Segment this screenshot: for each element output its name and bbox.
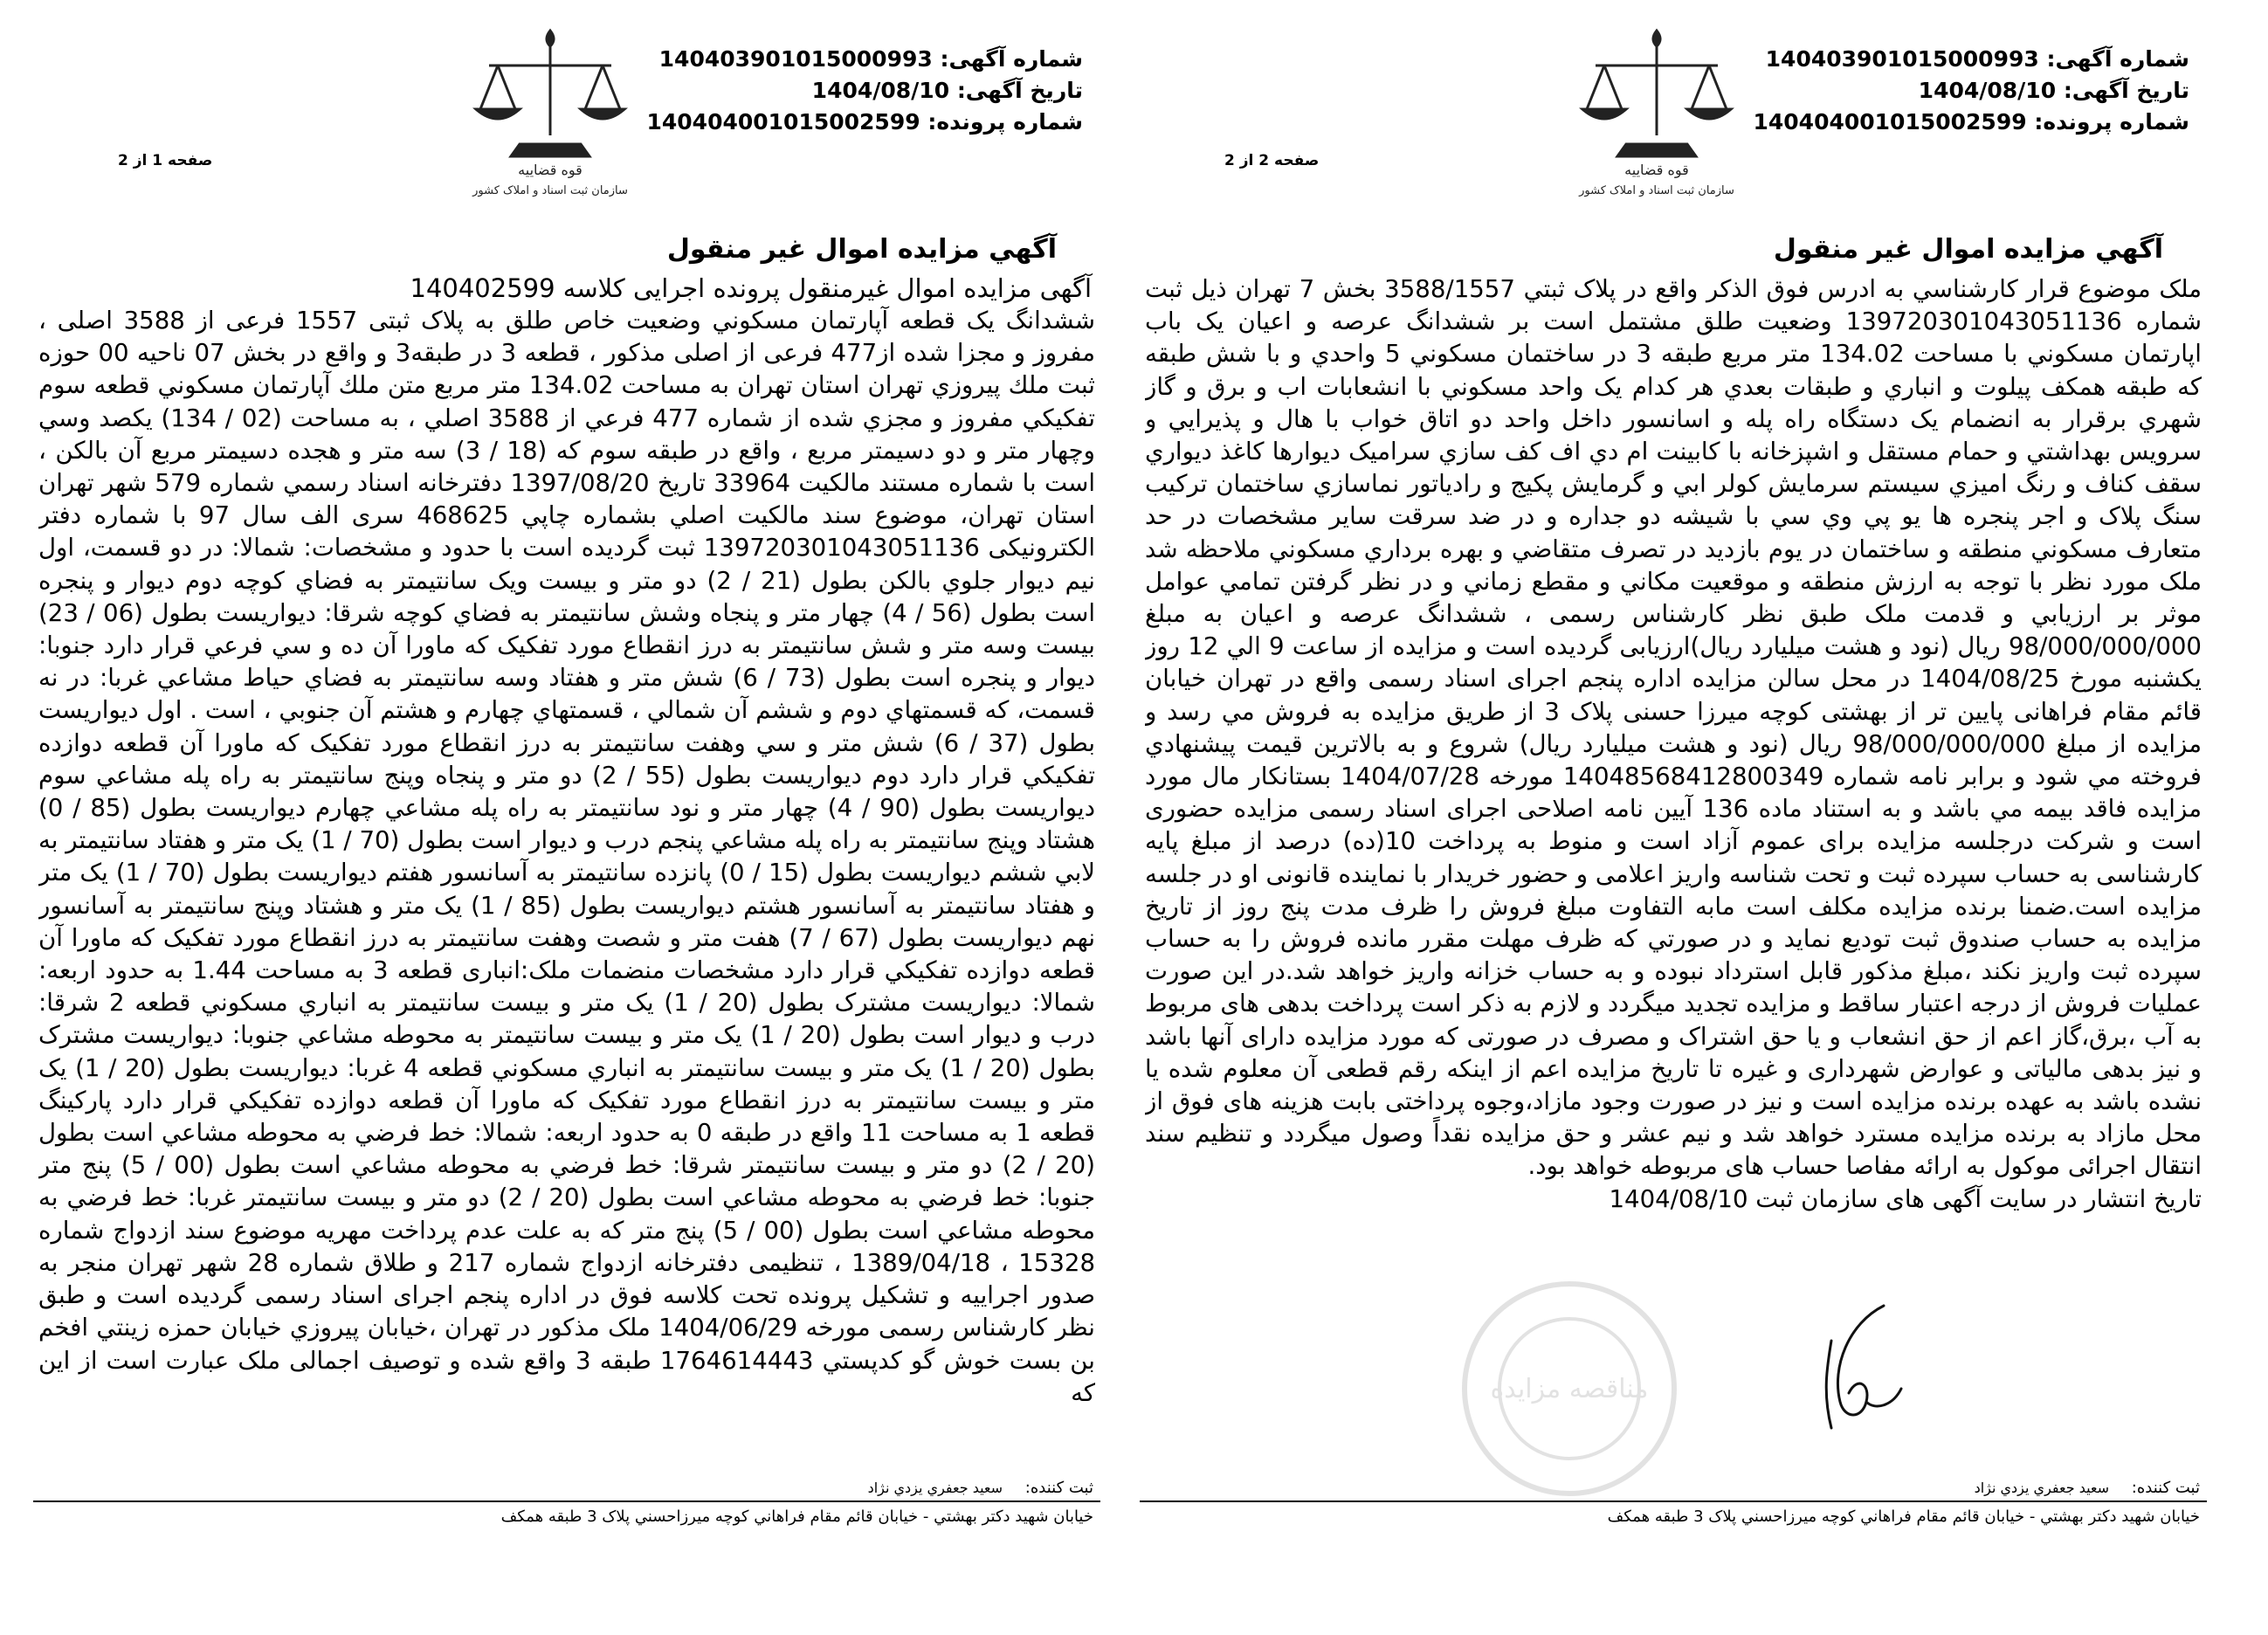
notice-body-text: ملک موضوع قرار کارشناسي به ادرس فوق الذکر واقع در پلاک ثبتي 3588/1557 بخش 7 تهران ذيل ثبت شماره 139720301043051136 وضعيت طلق مشتمل است بر ششدانگ عرصه و اعيان يک باب اپارتمان مسکوني با مساحت 134.02 متر مربع طبقه 3 در ساختمان مسکوني 5 واحدي و با شش طبقه که طبقه همکف پيلوت و انباري و طبقات بعدي هر کدام يک واحد مسکوني با انشعابات اب و برق و گاز شهري برقرار به انضمام يک دستگاه راه پله و اسانسور داخل واحد دو اتاق خواب با هال و پذيرايي و سرويس بهداشتي و حمام مستقل و اشپزخانه با کابينت ام دي اف کف سازي سراميک ديوارها کاغذ ديواري سقف کناف و رنگ اميزي سيستم سرمايش کولر ابي و گرمايش پکيج و رادياتور نماسازي ساختمان ترکيب سنگ پلاک و اجر پنجره ها يو پي وي سي با شيشه دو جداره و در ضد سرقت ساير مشخصات در حد متعارف مسکوني منطقه و ساختمان در يوم بازديد در تصرف متقاضي و بهره برداري مسکوني ملاحظه شد ملک مورد نظر با توجه به ارزش منطقه و موقعيت مکاني و مقطع زماني و در نظر گرفتن تمامي عوامل موثر بر ارزيابي و قدمت ملک طبق نظر کارشناس رسمی ، ششدانگ عرصه و اعيان به مبلغ 98/000/000/000 ريال (نود و هشت ميليارد ريال)ارزيابی گرديده است و مزايده از ساعت 9 الي 12 روز يکشنبه مورخ 1404/08/25 در محل سالن مزايده اداره پنجم اجرای اسناد رسمی واقع در تهران خيابان قائم مقام فراهانی پايين تر از بهشتی کوچه ميرزا حسنی پلاک 3 از طريق مزايده به فروش مي رسد و مزايده از مبلغ 98/000/000/000 ريال (نود و هشت ميليارد ريال) شروع و به بالاترين قيمت پيشنهادي فروخته مي شود و برابر نامه شماره 14048568412800349 مورخه 1404/07/28 بستانکار مال مورد مزايده فاقد بيمه مي باشد و به استناد ماده 136 آيين نامه اصلاحی اجرای اسناد رسمی مزايده حضوری است و شرکت درجلسه مزايده برای عموم آزاد است و منوط به پرداخت 10(ده) درصد از مبلغ پايه کارشناسی به حساب سپرده ثبت و تحت شناسه واريز اعلامی و حضور خريدار با نماينده قانونی او در جلسه مزايده است.ضمنا برنده مزايده مکلف است مابه التفاوت مبلغ فروش را ظرف مدت پنج روز از تاريخ مزايده به حساب صندوق ثبت توديع نمايد و در صورتي که ظرف مهلت مقرر مانده فروش را به حساب سپرده ثبت واريز نکند ،مبلغ مذکور قابل استرداد نبوده و به حساب خزانه واريز خواهد شد.در اين صورت عمليات فروش از درجه اعتبار ساقط و مزايده تجديد ميگردد و لازم به ذکر است پرداخت بدهی های مربوط به آب ،برق،گاز اعم از حق انشعاب و يا حق اشتراک و مصرف در صورتی که مورد مزايده دارای آنها باشد و نيز بدهی مالياتی و عوارض شهرداری و غيره تا تاريخ مزايده اعم از اينکه رقم قطعی آن معلوم شده يا نشده باشد به عهده برنده مزايده است و نيز در صورت وجود مازاد،وجوه پرداختی بابت هزينه های فوق از محل مازاد به برنده مزايده مسترد خواهد شد و نيم عشر و حق مزايده نقداً وصول ميگردد و تنظيم سند انتقال اجرائی موکول به ارائه مفاصا حساب های مربوطه خواهد بود.	[1145, 274, 2202, 1181]
page-title: آگهي مزايده اموال غير منقول	[666, 234, 1057, 265]
emblem-text-top: قوه قضاییه	[518, 162, 583, 178]
notice-number-row	[658, 44, 1083, 75]
notice-date: 1404/08/10	[811, 78, 950, 103]
page-1	[26, 0, 1109, 1635]
judiciary-emblem-icon	[428, 13, 672, 201]
notice-number-label: شماره آگهی:	[2046, 46, 2189, 72]
notice-number-label: شماره آگهی:	[940, 46, 1083, 72]
notice-body	[1145, 272, 2202, 1299]
case-number-label: شماره پرونده:	[927, 109, 1083, 135]
page-2	[1133, 0, 2216, 1635]
emblem-text-bottom: سازمان ثبت اسناد و املاک کشور	[1579, 184, 1734, 197]
registrar-name: سعيد جعفري يزدي نژاد	[867, 1480, 1003, 1496]
judiciary-emblem-icon	[1534, 13, 1779, 201]
emblem-text-top: قوه قضاییه	[1624, 162, 1689, 178]
notice-date-label: تاریخ آگهی:	[2063, 78, 2189, 103]
case-number: 140404001015002599	[1753, 109, 2027, 135]
footer-divider	[1140, 1500, 2207, 1502]
case-number: 140404001015002599	[646, 109, 920, 135]
registrar-label: ثبت کننده:	[1024, 1479, 1093, 1497]
notice-number-row	[1765, 44, 2189, 75]
office-address: خيابان شهيد دکتر بهشتي - خيابان قائم مقام فراهاني کوچه ميرزاحسني پلاک 3 طبقه همکف	[500, 1507, 1093, 1526]
registrar	[1975, 1479, 2200, 1497]
header-info	[646, 44, 1083, 138]
header-info	[1753, 44, 2189, 138]
notice-date-label: تاریخ آگهی:	[956, 78, 1083, 103]
signature-icon	[1779, 1288, 1954, 1445]
watermark-logo	[1421, 1258, 1718, 1520]
notice-subtitle: آگهی مزايده اموال غيرمنقول پرونده اجرايی کلاسه 140402599	[410, 273, 1092, 303]
case-number-row	[1753, 107, 2189, 138]
notice-date-row	[707, 75, 1083, 107]
registrar	[868, 1479, 1093, 1497]
notice-date: 1404/08/10	[1918, 78, 2057, 103]
office-address: خيابان شهيد دکتر بهشتي - خيابان قائم مقام فراهاني کوچه ميرزاحسني پلاک 3 طبقه همکف	[1607, 1507, 2200, 1526]
page-title: آگهي مزايده اموال غير منقول	[1773, 234, 2163, 265]
watermark-text: مناقصه مزایده	[1490, 1374, 1649, 1404]
footer-divider	[33, 1500, 1100, 1502]
page-number: صفحه 2 از 2	[1224, 152, 1320, 169]
case-number-row	[646, 107, 1083, 138]
notice-body: ششدانگ يک قطعه آپارتمان مسکوني وضعيت خاص طلق به پلاک ثبتی 1557 فرعی از 3588 اصلی ، مفروز و مجزا شده از477 فرعی از اصلی مذکور ، قطعه 3 در طبقه3 و واقع در بخش 07 ناحيه 00 حوزه ثبت ملك پيروزي تهران استان تهران به مساحت 134.02 متر مربع متن ملك آپارتمان مسکوني قطعه سوم تفکيکي مفروز و مجزي شده از شماره 477 فرعي از 3588 اصلي ، به مساحت (02 / 134) يکصد وسي وچهار متر و دو دسيمتر مربع ، واقع در طبقه سوم که (18 / 3) سه متر و هجده دسيمتر مربع آن بالکن ، است با شماره مستند مالکيت 33964 تاريخ 1397/08/20 دفترخانه اسناد رسمي شماره 579 شهر تهران استان تهران، موضوع سند مالکيت اصلي بشماره چاپي 468625 سری الف سال 97 با شماره دفتر الکترونيکی 139720301043051136 ثبت گرديده است با حدود و مشخصات: شمالا: در دو قسمت، اول نيم ديوار جلوي بالکن بطول (21 / 2) دو متر و بيست ويک سانتيمتر به فضاي کوچه دوم ديوار و پنجره است بطول (56 / 4) چهار متر و پنجاه وشش سانتيمتر به فضاي کوچه شرقا: ديواريست بطول (06 / 23) بيست وسه متر و شش سانتيمتر به درز انقطاع مورد تفکيک که ماورا آن ده و سي فرعي قرار دارد جنوبا: ديوار و پنجره است بطول (73 / 6) شش متر و هفتاد وسه سانتيمتر به فضاي حياط مشاعي غربا: در نه قسمت، که قسمتهاي دوم و ششم آن شمالي ، قسمتهاي چهارم و هشتم آن جنوبي ، است . اول ديواريست بطول (37 / 6) شش متر و سي وهفت سانتيمتر به درز انقطاع مورد تفکيک که ماورا آن قطعه دوازده تفکيکي قرار دارد دوم ديواريست بطول (55 / 2) دو متر و پنجاه وپنج سانتيمتر به راه پله مشاعي سوم ديواريست بطول (90 / 4) چهار متر و نود سانتيمتر به راه پله مشاعي چهارم ديواريست بطول (85 / 0) هشتاد وپنج سانتيمتر به راه پله مشاعي پنجم درب و ديوار است بطول (70 / 1) يک متر و هفتاد سانتيمتر به لابي ششم ديواريست بطول (15 / 0) پانزده سانتيمتر به آسانسور هفتم ديواريست بطول (70 / 1) يک متر و هفتاد سانتيمتر به آسانسور هشتم ديواريست بطول (85 / 1) يک متر و هشتاد وپنج سانتيمتر به آسانسور نهم ديواريست بطول (67 / 7) هفت متر و شصت وهفت سانتيمتر به درز انقطاع مورد تفکيک که ماورا آن قطعه دوازده تفکيکي قرار دارد مشخصات منضمات ملک:انباری قطعه 3 به مساحت 1.44 به حدود اربعه: شمالا: ديواريست مشترک بطول (20 / 1) يک متر و بيست سانتيمتر به انباري مسکوني قطعه 2 شرقا: درب و ديوار است بطول (20 / 1) يک متر و بيست سانتيمتر به محوطه مشاعي جنوبا: ديواريست مشترک بطول (20 / 1) يک متر و بيست سانتيمتر به انباري مسکوني قطعه 4 غربا: ديواريست بطول (20 / 1) يک متر و بيست سانتيمتر به درز انقطاع مورد تفکيک که ماورا آن قطعه دوازده تفکيکي قرار دارد پارکينگ قطعه 1 به مساحت 11 واقع در طبقه 0 به حدود اربعه: شمالا: خط فرضي به محوطه مشاعي است بطول (20 / 2) دو متر و بيست سانتيمتر شرقا: خط فرضي به محوطه مشاعي است بطول (00 / 5) پنج متر جنوبا: خط فرضي به محوطه مشاعي است بطول (20 / 2) دو متر و بيست سانتيمتر غربا: خط فرضي به محوطه مشاعي است بطول (00 / 5) پنج متر که به علت عدم پرداخت مهريه موضوع سند ازدواج شماره 15328 ، 1389/04/18 ، تنظيمی دفترخانه ازدواج شماره 217 و طلاق شماره 28 شهر تهران منجر به صدور اجراييه و تشکيل پرونده تحت کلاسه فوق در اداره پنجم اجرای اسناد رسمی گرديده است و طبق نظر کارشناس رسمی مورخه 1404/06/29 ملک مذکور در تهران ،خيابان پيروزي خيابان حمزه زينتي افخم بن بست خوش گو کدپستي 1764614443 طبقه 3 واقع شده و توصيف اجمالی ملک عبارت است از اين که	[38, 306, 1095, 1407]
registrar-name: سعيد جعفري يزدي نژاد	[1974, 1480, 2110, 1496]
notice-number: 140403901015000993	[658, 46, 933, 72]
registrar-label: ثبت کننده:	[2131, 1479, 2200, 1497]
emblem-text-bottom: سازمان ثبت اسناد و املاک کشور	[472, 184, 628, 197]
case-number-label: شماره پرونده:	[2034, 109, 2189, 135]
page-number: صفحه 1 از 2	[118, 152, 213, 169]
notice-number: 140403901015000993	[1765, 46, 2039, 72]
publish-date-line: تاريخ انتشار در سايت آگهی های سازمان ثبت 1404/08/10	[1609, 1183, 2202, 1213]
notice-date-row	[1814, 75, 2189, 107]
